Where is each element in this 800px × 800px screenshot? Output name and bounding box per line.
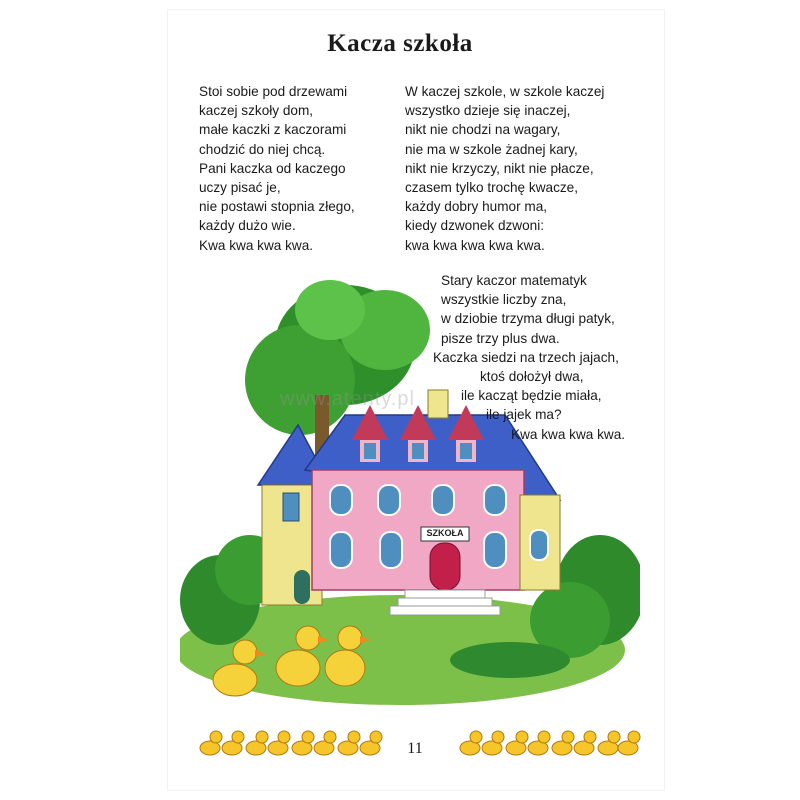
grass-tuft (450, 642, 570, 678)
poem-line: każdy dużo wie. (199, 218, 296, 234)
duckling-icon (506, 731, 528, 755)
poem-line: nikt nie krzyczy, nikt nie płacze, (405, 160, 594, 176)
poem-line: nie ma w szkole żadnej kary, (405, 141, 578, 157)
duckling-icon (200, 731, 222, 755)
duckling-icon (460, 731, 482, 755)
duckling-icon (618, 731, 640, 755)
duck-border-left (196, 728, 396, 760)
page-number: 11 (407, 740, 423, 757)
poem-line: Stoi sobie pod drzewami (199, 84, 348, 99)
duckling-icon (222, 731, 244, 755)
poem-line: ktoś dołożył dwa, (480, 369, 584, 385)
duckling-icon (528, 731, 550, 755)
duckling-icon (268, 731, 290, 755)
poem-line: czasem tylko trochę kwacze, (405, 180, 579, 196)
duckling-icon (338, 731, 360, 755)
duckling-icon (314, 731, 336, 755)
poem-line: Pani kaczka od kaczego (199, 160, 346, 176)
poem-line: W kaczej szkole, w szkole kaczej (405, 84, 605, 99)
duckling-icon (292, 731, 314, 755)
stanza-3 (433, 271, 626, 444)
poem-line: nikt nie chodzi na wagary, (405, 122, 561, 138)
poem-line: Kwa kwa kwa kwa. (199, 237, 314, 253)
poem-line: pisze trzy plus dwa. (441, 330, 560, 346)
stanza-2 (405, 82, 604, 255)
poem-line: kiedy dzwonek dzwoni: (405, 218, 545, 234)
poem-line: w dziobie trzyma długi patyk, (441, 311, 615, 327)
poem-line: kaczej szkoły dom, (199, 103, 314, 119)
poem-title: Kacza szkoła (327, 30, 473, 57)
poem-line: małe kaczki z kaczorami (199, 122, 347, 138)
poem-line: nie postawi stopnia złego, (199, 199, 355, 215)
duckling-icon (574, 731, 596, 755)
poem-line: wszystko dzieje się inaczej, (405, 103, 571, 119)
poem-line: kwa kwa kwa kwa kwa. (405, 237, 545, 253)
poem-line: ile jajek ma? (486, 407, 562, 423)
poem-line: uczy pisać je, (199, 180, 281, 196)
watermark: www.atenty.pl (280, 388, 415, 410)
poem-line: wszystkie liczby zna, (441, 292, 567, 308)
duckling-icon (246, 731, 268, 755)
poem-line: Kwa kwa kwa kwa. (511, 426, 626, 442)
duckling-icon (360, 731, 382, 755)
school-sign: SZKOŁA (426, 528, 464, 538)
school-facade (312, 470, 560, 615)
poem-line: Stary kaczor matematyk (441, 273, 587, 288)
poem-line: każdy dobry humor ma, (405, 199, 548, 215)
poem-line: chodzić do niej chcą. (199, 141, 326, 157)
duckling-icon (552, 731, 574, 755)
poem-line: ile kacząt będzie miała, (461, 388, 602, 404)
duckling-icon (482, 731, 504, 755)
stanza-1 (199, 82, 355, 255)
duckling-icon (598, 731, 620, 755)
poem-line: Kaczka siedzi na trzech jajach, (433, 349, 619, 365)
duck-border-right (456, 728, 646, 760)
